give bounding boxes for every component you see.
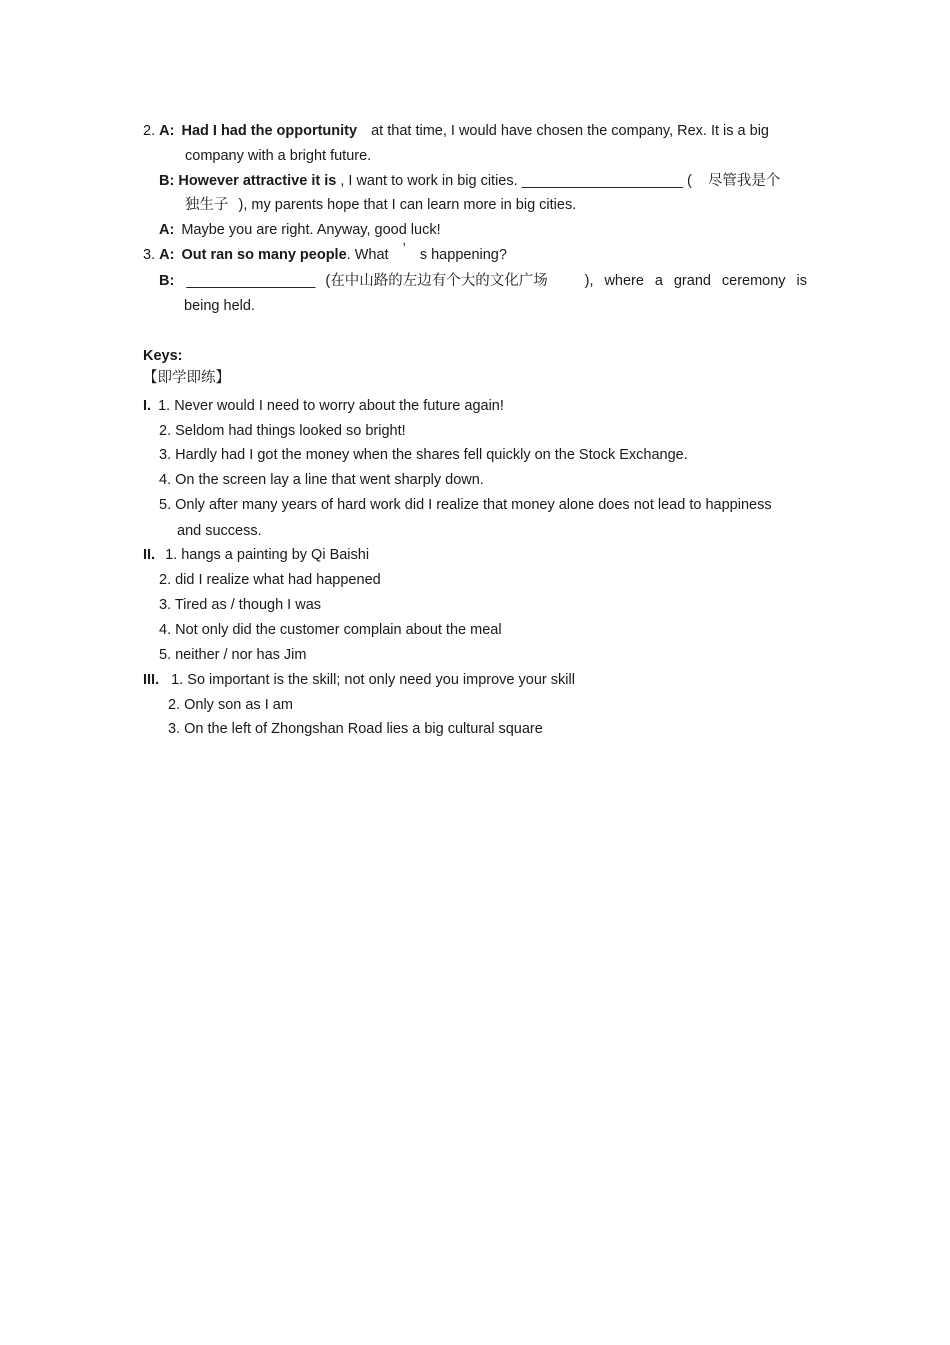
q3-b-justified-line	[159, 272, 807, 290]
key-item: 1. hangs a painting by Qi Baishi	[165, 547, 370, 563]
key-line	[159, 596, 321, 614]
q2-a2-text: Maybe you are right. Anyway, good luck!	[181, 222, 441, 238]
q3-a-text-2: s happening?	[419, 247, 507, 263]
q2-b-chinese: 尽管我是个	[707, 173, 781, 189]
q2-a-text-cont: company with a bright future.	[185, 148, 372, 164]
key-item: 4. Not only did the customer complain about the meal	[159, 622, 502, 638]
q3-b-word: ),	[584, 273, 594, 289]
key-line	[159, 471, 484, 489]
key-line	[159, 621, 502, 639]
q2-b-bold: However attractive it is	[178, 173, 337, 189]
key-line	[168, 720, 543, 738]
q3-a-bold: Out ran so many people	[181, 247, 347, 263]
keys-subtitle	[143, 369, 230, 387]
q3-speaker-a: A:	[159, 247, 175, 263]
q3-b-text-cont: being held.	[184, 298, 255, 314]
key-line	[159, 496, 772, 514]
key-line	[159, 422, 406, 440]
key-item: 2. Seldom had things looked so bright!	[159, 423, 406, 439]
q3-b-word: grand	[673, 273, 711, 289]
q3-speaker-b: B:	[159, 273, 175, 289]
q2-speaker-a: A:	[159, 123, 175, 139]
q3-line-b-cont	[184, 297, 255, 315]
key-item: 3. Hardly had I got the money when the shares fell quickly on the Stock Exchange.	[159, 447, 688, 463]
q3-line-b	[159, 272, 807, 290]
key-item: 4. On the screen lay a line that went sharply down.	[159, 472, 484, 488]
key-line	[159, 646, 307, 664]
q2-b-chinese-cont: 独生子	[185, 197, 229, 213]
key-item: 5. Only after many years of hard work did I realize that money alone does not lead to happiness	[159, 497, 772, 513]
q3-line-a	[143, 241, 507, 264]
key-line	[177, 522, 262, 540]
keys-title	[143, 347, 183, 365]
q3-b-word: a	[654, 273, 663, 289]
q2-number: 2.	[143, 123, 156, 139]
q3-b-chinese: (在中山路的左边有个大的文化广场	[325, 273, 548, 289]
q3-b-word: ceremony	[721, 273, 786, 289]
q2-line-b	[159, 172, 780, 190]
key-item: 3. On the left of Zhongshan Road lies a big cultural square	[168, 721, 543, 737]
q3-a-text: . What	[346, 247, 389, 263]
key-item: 5. neither / nor has Jim	[159, 647, 307, 663]
q3-b-blank: ________________	[186, 273, 316, 289]
q3-number: 3.	[143, 247, 156, 263]
key-item: 1. So important is the skill; not only need you improve your skill	[171, 672, 575, 688]
key-item: 3. Tired as / though I was	[159, 597, 322, 613]
q2-b-text-cont: ), my parents hope that I can learn more in big cities.	[238, 197, 577, 213]
key-item: and success.	[177, 523, 262, 539]
q2-speaker-b: B:	[159, 173, 175, 189]
q3-apostrophe: ’	[402, 241, 406, 257]
keys-heading: Keys:	[143, 348, 183, 364]
key-item: 1. Never would I need to worry about the future again!	[158, 398, 504, 414]
key-item: 2. Only son as I am	[168, 697, 293, 713]
q2-line-a	[143, 122, 769, 140]
key-line	[159, 571, 381, 589]
key-line	[143, 671, 575, 689]
keys-subheading: 【即学即练】	[143, 370, 230, 386]
q3-b-word: is	[796, 273, 807, 289]
key-line	[143, 546, 369, 564]
q2-b-text: , I want to work in big cities. ____________________ (	[340, 173, 692, 189]
key-line	[159, 446, 688, 464]
key-item: 2. did I realize what had happened	[159, 572, 381, 588]
section-label: II.	[143, 547, 156, 563]
key-line	[168, 696, 293, 714]
q2-a-text: at that time, I would have chosen the company, Rex. It is a big	[371, 123, 769, 139]
section-label: I.	[143, 398, 152, 414]
q2-line-a2	[159, 221, 441, 239]
section-label: III.	[143, 672, 160, 688]
q2-a-bold: Had I had the opportunity	[181, 123, 358, 139]
q2-speaker-a2: A:	[159, 222, 175, 238]
q2-line-a-cont	[185, 147, 371, 165]
q2-line-b-cont	[185, 196, 576, 214]
q3-b-word: where	[604, 273, 644, 289]
key-line	[143, 397, 504, 415]
